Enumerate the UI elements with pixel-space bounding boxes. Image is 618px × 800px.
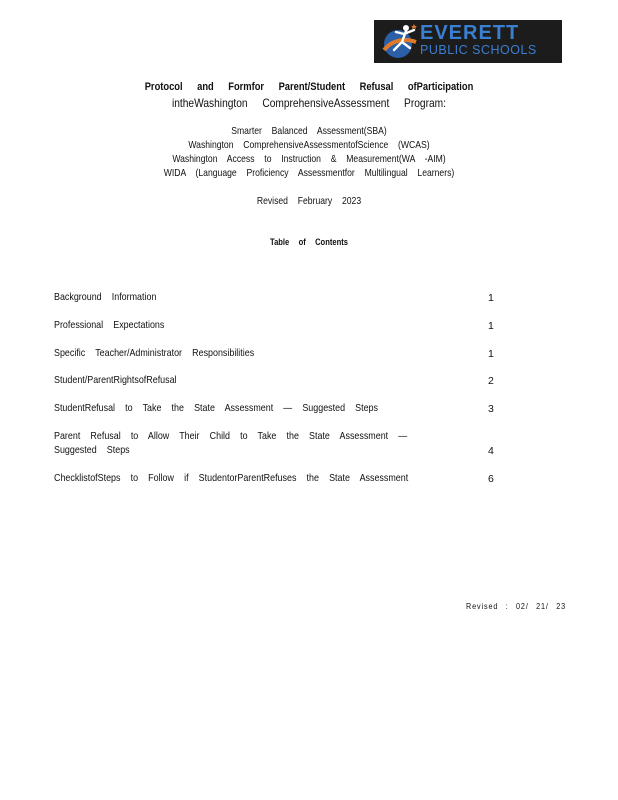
subtitle-wcas: Washington ComprehensiveAssessmentofScience (WCAS) [188,139,430,151]
toc-heading: Table of Contents [269,237,349,248]
subtitle-wa-aim: Washington Access to Instruction & Measurement(WA -AIM) [172,153,446,165]
logo-figure-icon [376,20,420,63]
footer-revised-date: Revised : 02/ 21/ 23 [466,602,567,611]
toc-label: Professional Expectations [54,319,165,331]
toc-label: StudentRefusal to Take the State Assessment — Suggested Steps [54,402,378,414]
toc-page-number: 2 [488,375,494,387]
toc-label: Parent Refusal to Allow Their Child to Take the State Assessment — [54,430,408,442]
logo-line1: EVERETT [420,22,520,44]
subtitle-wida: WIDA (Language Proficiency Assessmentfor Multilingual Learners) [163,167,455,179]
toc-label: ChecklistofSteps to Follow if StudentorParentRefuses the State Assessment [54,472,409,484]
toc-label-continued: Suggested Steps [54,444,130,456]
toc-page-number: 1 [488,348,494,360]
logo-line2: PUBLIC SCHOOLS [420,43,537,57]
document-title-line1: Protocol and Formfor Parent/Student Refusal ofParticipation [144,81,474,93]
toc-label: Background Information [54,291,157,303]
toc-label: Student/ParentRightsofRefusal [54,374,177,386]
toc-page-number: 3 [488,403,494,415]
toc-page-number: 1 [488,320,494,332]
toc-page-number: 4 [488,445,494,457]
document-title-line2: intheWashington ComprehensiveAssessment Program: [171,96,446,110]
revised-date: Revised February 2023 [256,195,362,207]
subtitle-sba: Smarter Balanced Assessment(SBA) [231,125,387,137]
district-logo [374,20,562,63]
toc-label: Specific Teacher/Administrator Responsibilities [54,347,255,359]
toc-page-number: 1 [488,292,494,304]
toc-page-number: 6 [488,473,494,485]
